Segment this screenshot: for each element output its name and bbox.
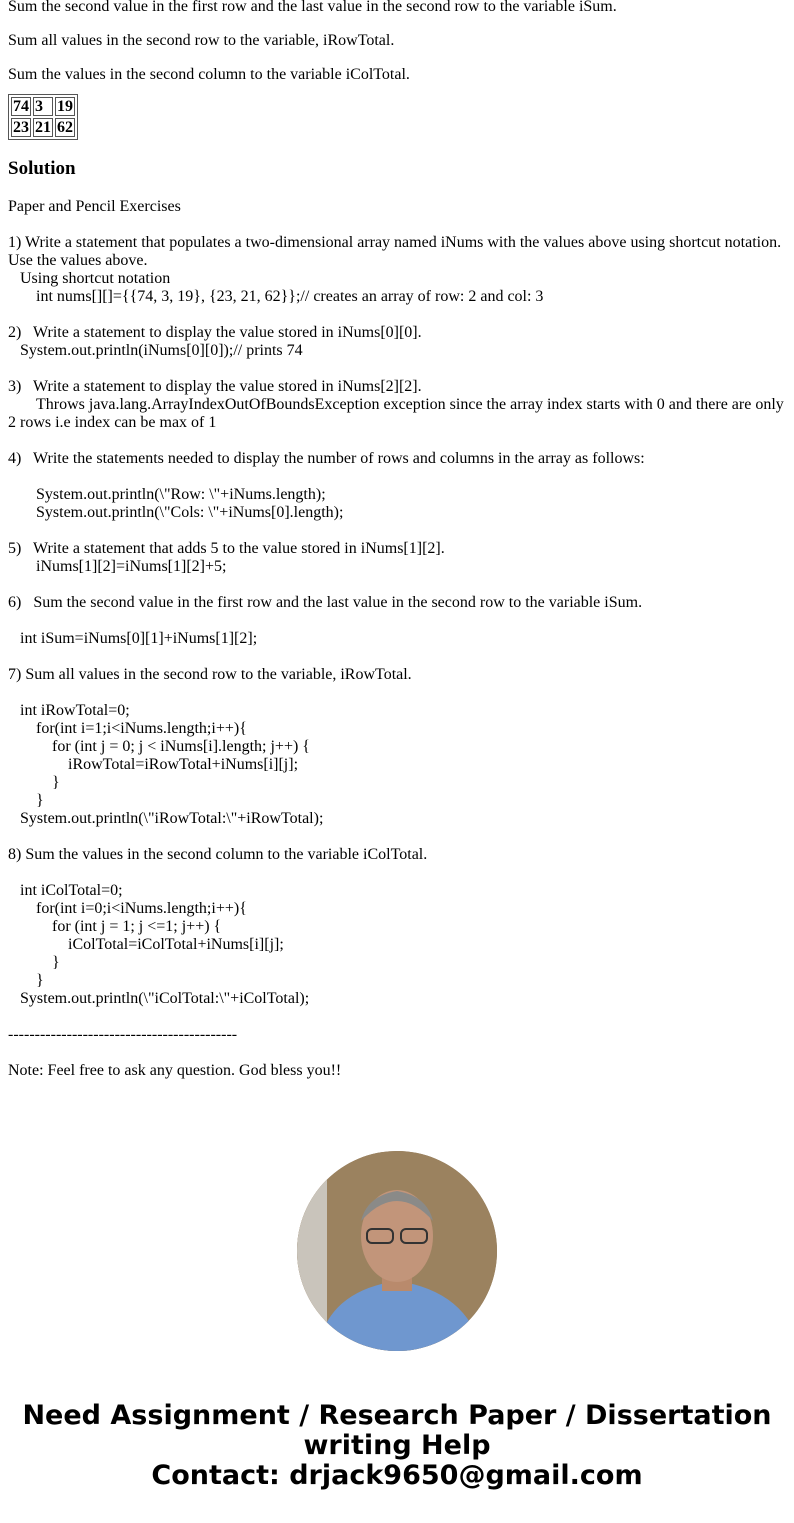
solution-block bbox=[8, 666, 786, 828]
solution-block bbox=[8, 846, 786, 1008]
author-photo bbox=[297, 1151, 497, 1351]
text-line: Using shortcut notation bbox=[8, 270, 171, 287]
text-line: iNums[1][2]=iNums[1][2]+5; bbox=[8, 558, 227, 575]
solution-heading: Solution bbox=[8, 158, 76, 179]
table-cell: 21 bbox=[35, 119, 51, 136]
subtitle: Paper and Pencil Exercises bbox=[8, 198, 181, 215]
text-line: } bbox=[8, 972, 44, 989]
text-line: 7) Sum all values in the second row to the variable, iRowTotal. bbox=[8, 666, 412, 683]
text-line bbox=[8, 468, 786, 486]
text-line: } bbox=[8, 792, 44, 809]
text-line: Throws java.lang.ArrayIndexOutOfBoundsException exception since the array index starts with 0 and there are only 2 rows i.e index can be max of 1 bbox=[8, 396, 788, 431]
solution-block bbox=[8, 324, 786, 360]
table-cell: 62 bbox=[57, 119, 73, 136]
question-line: Sum the second value in the first row and the last value in the second row to the variable iSum. bbox=[8, 0, 617, 15]
text-line: int iColTotal=0; bbox=[8, 882, 123, 899]
text-line: } bbox=[8, 954, 60, 971]
text-line: 6) Sum the second value in the first row and the last value in the second row to the variable iSum. bbox=[8, 594, 643, 611]
text-line: iRowTotal=iRowTotal+iNums[i][j]; bbox=[8, 756, 299, 773]
text-line: System.out.println(\"iColTotal:\"+iColTotal); bbox=[8, 990, 310, 1007]
text-line: int nums[][]={{74, 3, 19}, {23, 21, 62}};// creates an array of row: 2 and col: 3 bbox=[8, 288, 544, 305]
text-line: int iRowTotal=0; bbox=[8, 702, 130, 719]
text-line bbox=[8, 612, 786, 630]
text-line: System.out.println(\"iRowTotal:\"+iRowTotal); bbox=[8, 810, 324, 827]
text-line: System.out.println(\"Cols: \"+iNums[0].length); bbox=[8, 504, 344, 521]
table-cell: 23 bbox=[13, 119, 29, 136]
text-line: 4) Write the statements needed to display the number of rows and columns in the array as follows: bbox=[8, 450, 645, 467]
solution-block bbox=[8, 594, 786, 648]
question-line: Sum all values in the second row to the variable, iRowTotal. bbox=[8, 32, 395, 49]
text-line: System.out.println(iNums[0][0]);// prints 74 bbox=[8, 342, 303, 359]
text-line: 8) Sum the values in the second column to the variable iColTotal. bbox=[8, 846, 428, 863]
text-line: ------------------------------------------- bbox=[8, 1026, 238, 1043]
table-cell: 3 bbox=[33, 97, 53, 116]
table-cell: 74 bbox=[13, 98, 29, 115]
text-line: 2) Write a statement to display the value stored in iNums[0][0]. bbox=[8, 324, 422, 341]
array-table bbox=[8, 94, 78, 140]
text-line bbox=[8, 684, 786, 702]
solution-block bbox=[8, 234, 786, 306]
solution-block bbox=[8, 540, 786, 576]
table-row bbox=[11, 97, 75, 116]
text-line: 1) Write a statement that populates a two-dimensional array named iNums with the values above using shortcut notation. Use the values above. bbox=[8, 234, 786, 269]
question-line: Sum the values in the second column to the variable iColTotal. bbox=[8, 66, 410, 83]
text-line: System.out.println(\"Row: \"+iNums.length); bbox=[8, 486, 326, 503]
promo-contact: Contact: drjack9650@gmail.com bbox=[151, 1460, 643, 1491]
text-line: 5) Write a statement that adds 5 to the value stored in iNums[1][2]. bbox=[8, 540, 445, 557]
text-line: for(int i=1;i<iNums.length;i++){ bbox=[8, 720, 247, 737]
text-line: 3) Write a statement to display the value stored in iNums[2][2]. bbox=[8, 378, 422, 395]
solution-blocks bbox=[8, 234, 786, 1080]
text-line: Note: Feel free to ask any question. God bless you!! bbox=[8, 1062, 342, 1079]
table-row bbox=[11, 118, 75, 137]
solution-block bbox=[8, 450, 786, 522]
promo-banner bbox=[0, 1401, 794, 1491]
text-line: iColTotal=iColTotal+iNums[i][j]; bbox=[8, 936, 284, 953]
promo-line: Need Assignment / Research Paper / Dissertation bbox=[22, 1400, 772, 1431]
promo-line: writing Help bbox=[303, 1430, 491, 1461]
solution-block bbox=[8, 378, 786, 432]
text-line: for (int j = 1; j <=1; j++) { bbox=[8, 918, 222, 935]
author-portrait-icon bbox=[297, 1151, 497, 1351]
text-line: for (int j = 0; j < iNums[i].length; j++) { bbox=[8, 738, 310, 755]
text-line: for(int i=0;i<iNums.length;i++){ bbox=[8, 900, 247, 917]
text-line: int iSum=iNums[0][1]+iNums[1][2]; bbox=[8, 630, 258, 647]
solution-block bbox=[8, 1062, 786, 1080]
solution-block bbox=[8, 1026, 786, 1044]
text-line bbox=[8, 864, 786, 882]
text-line: } bbox=[8, 774, 60, 791]
table-cell: 19 bbox=[57, 98, 73, 115]
